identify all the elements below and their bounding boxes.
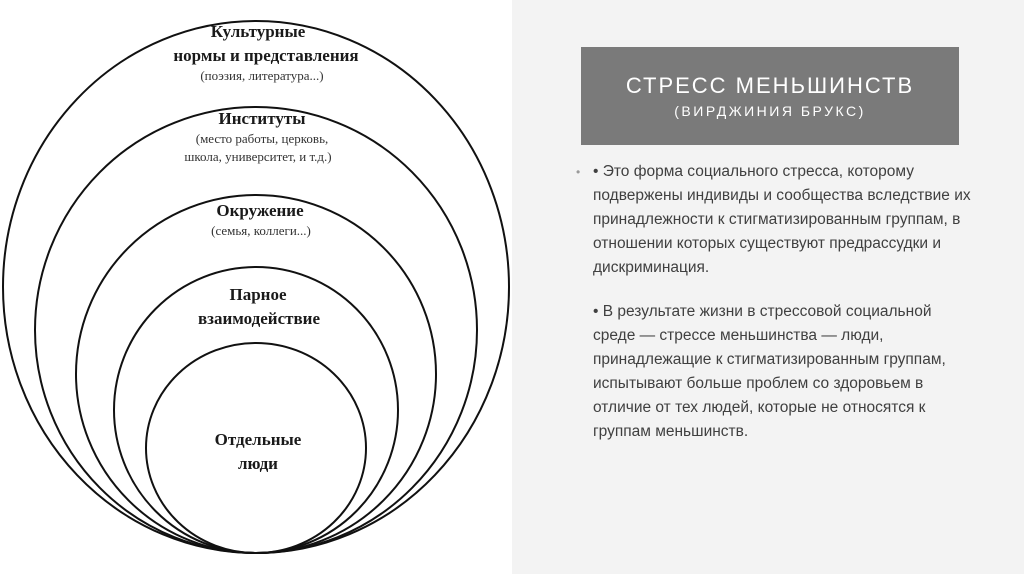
level-institutions-note1: (место работы, церковь, — [195, 131, 329, 146]
level-pair-line2: взаимодействие — [197, 309, 321, 328]
bullet-text: • Это форма социального стресса, которому подвержены индивиды и сообщества вследствие их принадлежности к стигматизированным группам, в отношении которых существуют предрассудки и дискриминация. — [593, 163, 971, 276]
level-cultural-note: (поэзия, литература...) — [200, 68, 324, 83]
level-environment-note: (семья, коллеги...) — [211, 223, 311, 238]
level-environment-title: Окружение — [216, 201, 304, 220]
bullet-list — [576, 160, 971, 444]
level-pair-line1: Парное — [229, 285, 287, 304]
circle-institutions — [35, 107, 477, 553]
slide-title: СТРЕСС МЕНЬШИНСТВ — [625, 73, 915, 98]
bullet-item-consequence — [576, 300, 971, 444]
bullet-marker: • — [576, 165, 581, 179]
level-individuals-line1: Отдельные — [214, 430, 302, 449]
level-institutions-title: Институты — [218, 109, 306, 128]
level-cultural-line2: нормы и представления — [173, 46, 359, 65]
slide-subtitle: (ВИРДЖИНИЯ БРУКС) — [674, 103, 866, 119]
bullet-item-definition — [576, 160, 971, 280]
level-individuals-line2: люди — [238, 454, 278, 473]
title-box — [581, 47, 959, 145]
level-institutions-note2: школа, университет, и т.д.) — [184, 149, 332, 164]
circle-environment — [76, 195, 436, 553]
level-cultural-line1: Культурные — [210, 22, 306, 41]
bullet-text: • В результате жизни в стрессовой социальной среде — стрессе меньшинства — люди, принадлежащие к стигматизированным группам, испытывают больше проблем со здоровьем в отличие от тех людей, которые не относятся к группам меньшинств. — [593, 303, 946, 440]
